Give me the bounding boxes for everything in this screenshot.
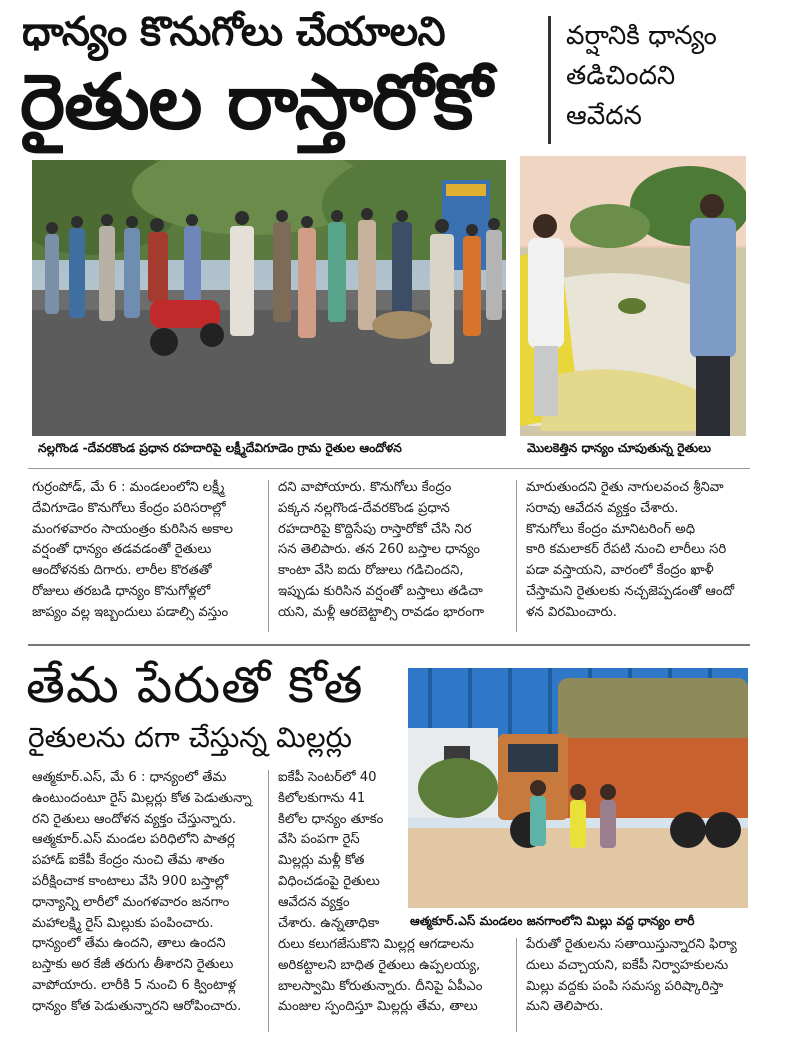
- story1-col2-line: ఇప్పుడు కురిసిన వర్షంతో బస్తాలు తడిచా: [278, 583, 483, 599]
- story1-col2-line: యని, మళ్లీ ఆరబెట్టాల్సి రావడం భారంగా: [278, 604, 485, 620]
- story1-col2-line: సన తెలిపారు. తన 260 బస్తాల ధాన్యం: [278, 542, 480, 558]
- story2-col2-line: బాలస్వామి కోరుతున్నారు. దీనిపై ఏపీఎం: [278, 978, 483, 994]
- story-separator: [28, 644, 750, 646]
- story1-col3-line: సరావు ఆవేదన వ్యక్తం చేశారు.: [526, 500, 679, 516]
- story2-column-2-top: [278, 768, 398, 934]
- story2-headline: తేమ పేరుతో కోత: [26, 656, 364, 714]
- story2-col1-line: రని రైతులు ఆందోళన వ్యక్తం చేస్తున్నారు.: [32, 811, 237, 827]
- story1-col3-line: మారుతుందని రైతు నాగులవంచ శ్రీనివా: [526, 480, 724, 495]
- story2-column-3: [526, 935, 752, 1018]
- story1-col1-line: జాప్యం వల్ల ఇబ్బందులు పడాల్సి వస్తుం: [32, 604, 229, 620]
- story1-col1-line: మంగళవారం సాయంత్రం కురిసిన అకాల: [32, 521, 234, 537]
- story2-col2-line: మిల్లర్లు మళ్లీ కోత: [278, 853, 365, 869]
- caption-rule: [28, 468, 750, 469]
- story1-column-2: [278, 478, 510, 624]
- truck-at-mill-photo: [408, 668, 748, 908]
- story2-col2-line: ఐకేపీ సెంటర్‌లో 40: [278, 770, 377, 785]
- story2-col1-line: పహాడ్ ఐకేపీ కేంద్రం నుంచి తేమ శాతం: [32, 853, 225, 869]
- story1-col2-line: దని వాపోయారు. కొనుగోలు కేంద్రం: [278, 480, 452, 495]
- photo2-caption: మొలకెత్తిన ధాన్యం చూపుతున్న రైతులు: [527, 441, 711, 455]
- column-divider: [516, 938, 517, 1032]
- story1-col3-line: కారి కమలాకర్ రేపటి నుంచి లారీలు సరి: [526, 542, 727, 558]
- protest-road-photo: [32, 160, 506, 436]
- story2-col2-line: కిలోలకుగాను 41: [278, 790, 366, 806]
- story1-col1-line: రోజులు తరబడి ధాన్యం కొనుగోళ్లలో: [32, 583, 211, 599]
- side-headline-line-2: తడిచిందని: [566, 61, 676, 91]
- story1-col1-line: గుర్రంపోడ్, మే 6 : మండలంలోని లక్ష్మీ: [32, 480, 225, 495]
- story1-headline-small: ధాన్యం కొనుగోలు చేయాలని: [22, 9, 446, 55]
- story2-col2-line: విధించడంపై రైతులు: [278, 873, 380, 889]
- story2-col2-line: వేసి పంపగా రైస్: [278, 832, 360, 848]
- story1-column-3: [526, 478, 752, 624]
- story1-col1-line: ఆందోళనకు దిగారు. లారీల కొరతతో: [32, 563, 212, 579]
- headline-divider: [548, 16, 551, 144]
- story2-col2-line: కిలోల ధాన్యం తూకం: [278, 811, 384, 827]
- side-headline-line-3: ఆవేదన: [566, 101, 642, 131]
- story2-col1-line: ఆత్మకూర్.ఎస్, మే 6 : ధాన్యంలో తేమ: [32, 770, 227, 785]
- story2-col1-line: బస్తాకు అర కేజీ తరుగు తీశారని రైతులు: [32, 957, 234, 973]
- story2-col2-line: చేశారు. ఉన్నతాధికా: [278, 915, 380, 931]
- story2-col1-line: వాపోయారు. లారీకి 5 నుంచి 6 క్వింటాళ్ల: [32, 977, 237, 993]
- story2-col3-line: దులు వచ్చాయని, ఐకేపీ నిర్వాహకులను: [526, 957, 729, 973]
- story1-col3-line: ళన విరమించారు.: [526, 604, 617, 620]
- story1-col3-line: పడా వస్తాయని, వారంలో కేంద్రం ఖాళీ: [526, 563, 714, 579]
- story2-col3-line: మిల్లు వద్దకు పంపి సమస్య పరిష్కారిస్తా: [526, 978, 724, 994]
- story2-col1-line: ధాన్యం కోత పెడుతున్నారని ఆరోపించారు.: [32, 998, 242, 1014]
- story1-col2-line: రహదారిపై కొద్దిసేపు రాస్తారోకో చేసి నిర: [278, 521, 472, 537]
- photo1-caption: నల్లగొండ -దేవరకొండ ప్రధాన రహదారిపై లక్ష్మీదేవిగూడెం గ్రామ రైతుల ఆందోళన: [38, 441, 402, 455]
- story2-col2-line: మంజుల స్పందిస్తూ మిల్లర్లు తేమ, తాలు: [278, 999, 478, 1015]
- story1-col1-line: దేవిగూడెం కొనుగోలు కేంద్రం పరిసరాల్లో: [32, 500, 226, 516]
- story2-col1-line: ధాన్యంలో తేమ ఉందని, తాలు ఉందని: [32, 936, 226, 952]
- story1-col1-line: వర్షంతో ధాన్యం తడవడంతో రైతులు: [32, 542, 212, 558]
- side-headline-line-1: వర్షానికి ధాన్యం: [566, 21, 717, 51]
- sprouted-grain-photo: [520, 156, 746, 436]
- story1-col2-line: పక్కన నల్లగొండ-దేవరకొండ ప్రధాన: [278, 500, 450, 516]
- story2-col3-line: పేరుతో రైతులను సతాయిస్తున్నారని ఫిర్యా: [526, 937, 737, 952]
- story2-column-2-bottom: [278, 935, 510, 1018]
- story1-side-headline: [566, 16, 717, 136]
- column-divider: [516, 480, 517, 632]
- column-divider: [268, 480, 269, 632]
- story1-col3-line: చేస్తామని రైతులకు నచ్చజెప్పడంతో ఆందో: [526, 583, 735, 599]
- story2-col3-line: మని తెలిపారు.: [526, 999, 604, 1015]
- story2-col2-line: ఆవేదన వ్యక్తం: [278, 894, 350, 910]
- story1-col3-line: కొనుగోలు కేంద్రం మానిటరింగ్ అధి: [526, 521, 696, 537]
- story2-col2-line: రులు కలుగజేసుకొని మిల్లర్ల ఆగడాలను: [278, 937, 474, 952]
- story1-headline-big: రైతుల రాస్తారోకో: [20, 57, 492, 146]
- story1-column-1: [32, 478, 260, 624]
- story2-col1-line: మహాలక్ష్మి రైస్ మిల్లుకు పంపించారు.: [32, 915, 214, 931]
- column-divider: [268, 770, 269, 1032]
- story2-column-1: [32, 768, 260, 1018]
- story1-col2-line: కాంటా వేసి ఐదు రోజులు గడిచిందని,: [278, 563, 464, 579]
- story2-col1-line: ఉంటుందంటూ రైస్ మిల్లర్లు కోత పెడుతున్నా: [32, 790, 252, 806]
- story2-col2-line: అరికట్టాలని బాధిత రైతులు ఉప్పలయ్య,: [278, 957, 481, 973]
- story2-col1-line: ఆత్మకూర్.ఎస్ మండల పరిధిలోని పాతర్ల: [32, 832, 235, 848]
- story2-col1-line: పరీక్షించాక కాంటాలు వేసి 900 బస్తాల్లో: [32, 873, 229, 889]
- story2-col1-line: ధాన్యాన్ని లారీలో మంగళవారం జనగాం: [32, 894, 230, 910]
- story2-photo-caption: ఆత్మకూర్.ఎస్ మండలం జనగాంలోని మిల్లు వద్ద ధాన్యం లారీ: [410, 914, 695, 928]
- story2-subheadline: రైతులను దగా చేస్తున్న మిల్లర్లు: [28, 721, 352, 754]
